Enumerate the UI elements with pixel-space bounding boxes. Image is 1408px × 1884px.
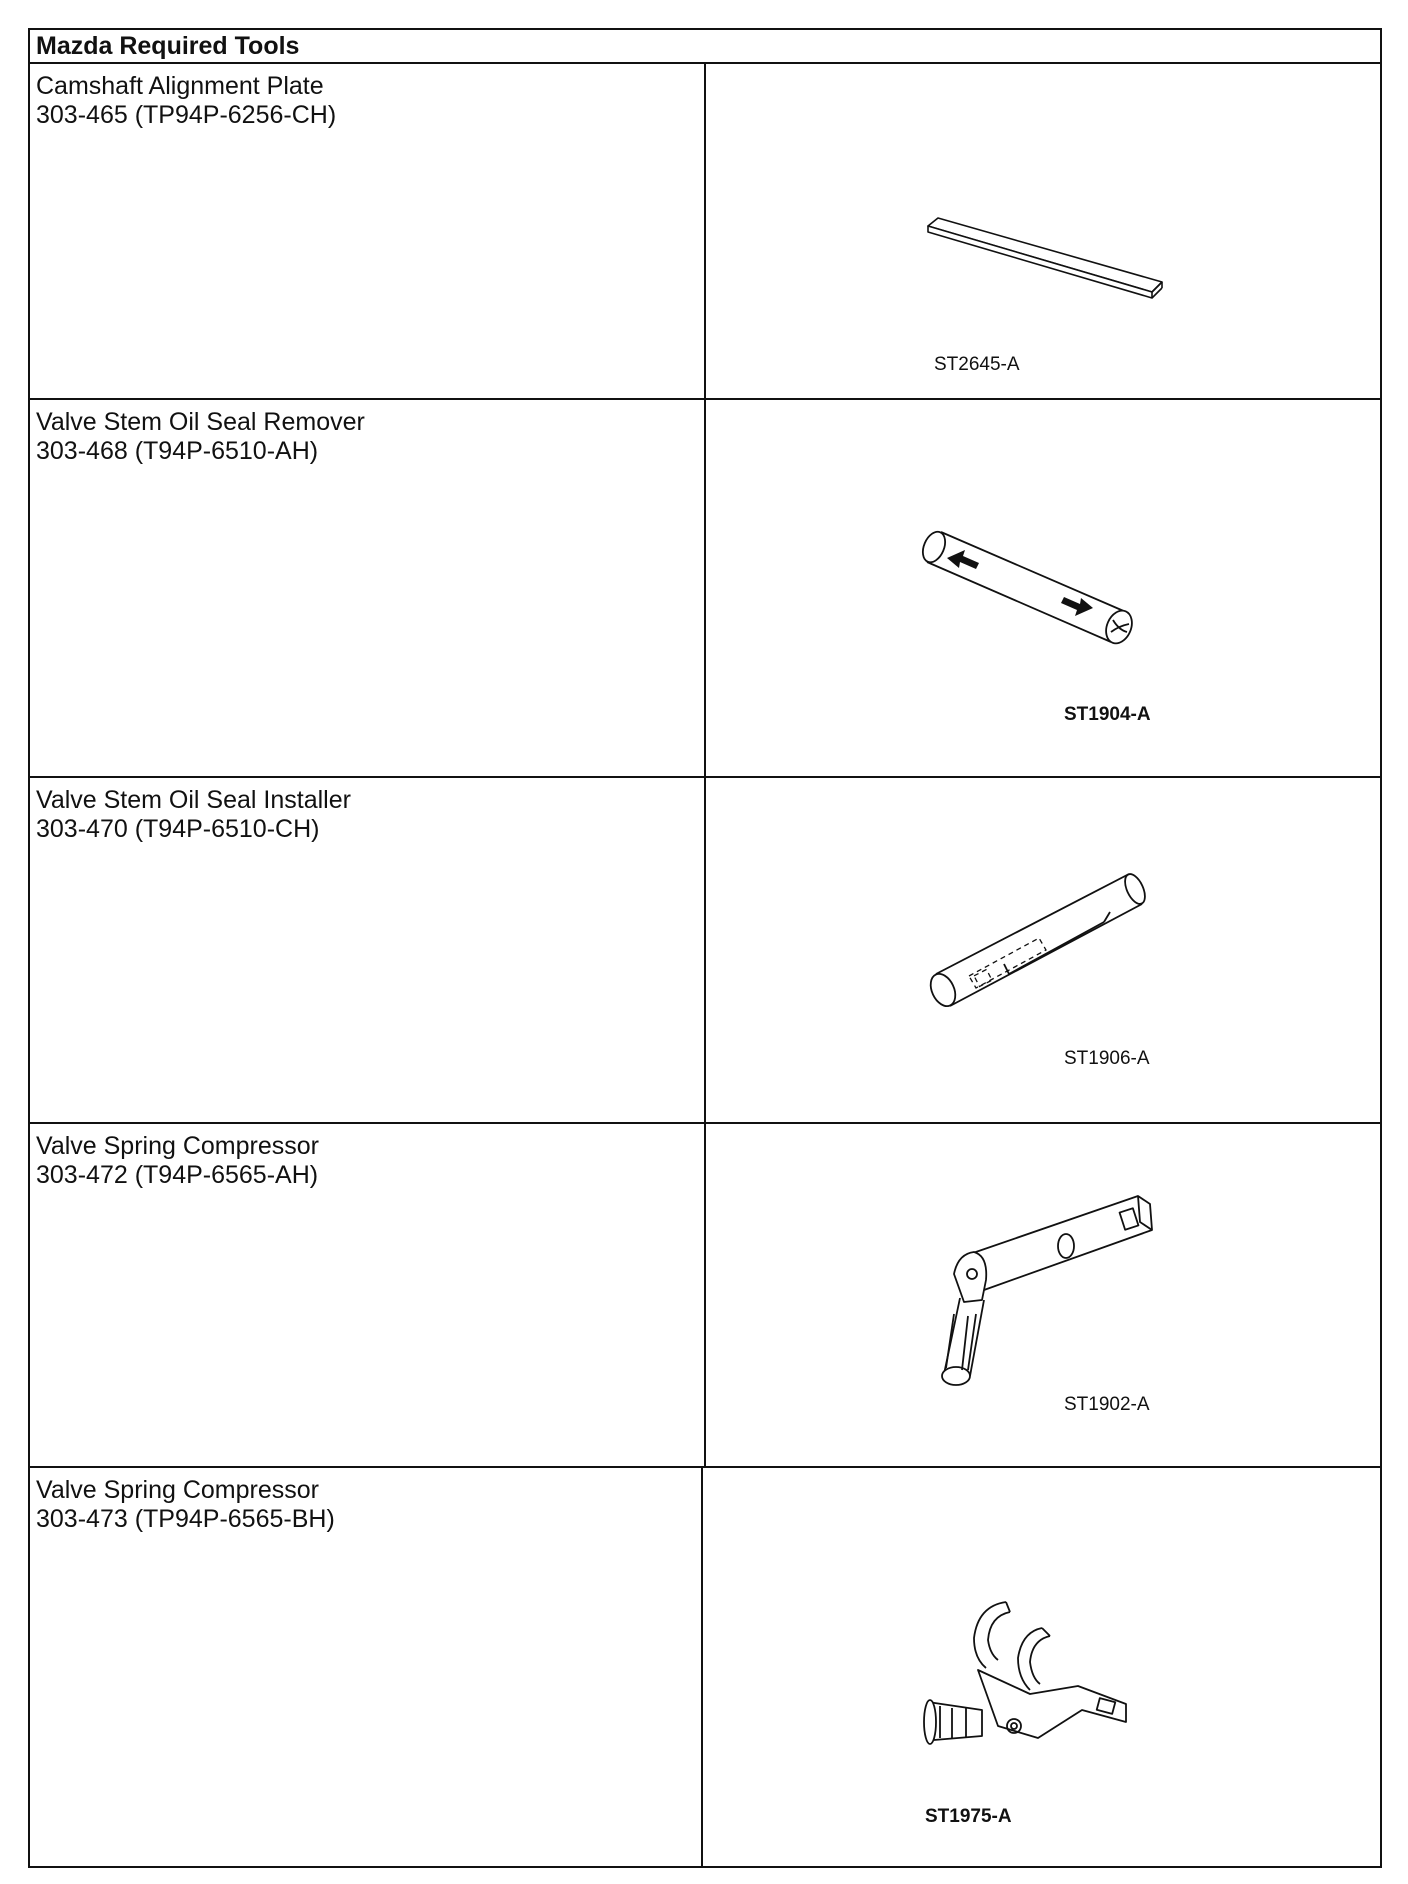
table-row [30, 400, 1380, 778]
valve-stem-oil-seal-remover-illustration [921, 520, 1161, 650]
tool-description [30, 1468, 703, 1866]
tool-description [30, 64, 706, 398]
required-tools-table [28, 28, 1382, 1868]
tool-name: Camshaft Alignment Plate [36, 72, 324, 100]
tool-number: 303-470 (T94P-6510-CH) [36, 815, 320, 843]
valve-spring-compressor-hook-illustration [918, 1598, 1138, 1768]
camshaft-alignment-plate-illustration [926, 214, 1166, 304]
illustration-code: ST2645-A [934, 354, 1020, 375]
table-row [30, 778, 1380, 1124]
illustration-code: ST1904-A [1064, 704, 1151, 725]
tool-number: 303-473 (TP94P-6565-BH) [36, 1505, 335, 1533]
table-header: Mazda Required Tools [30, 30, 1380, 64]
tool-description [30, 778, 706, 1122]
valve-stem-oil-seal-installer-illustration [924, 864, 1164, 1024]
tool-illustration-cell [706, 1124, 1380, 1466]
table-row [30, 1468, 1380, 1866]
tool-description [30, 1124, 706, 1466]
illustration-code: ST1902-A [1064, 1394, 1150, 1415]
tool-name: Valve Stem Oil Seal Remover [36, 408, 365, 436]
tool-name: Valve Stem Oil Seal Installer [36, 786, 351, 814]
tool-illustration-cell [706, 778, 1380, 1122]
table-row [30, 1124, 1380, 1468]
tool-description [30, 400, 706, 776]
tool-illustration-cell [703, 1468, 1380, 1866]
illustration-code: ST1906-A [1064, 1048, 1150, 1069]
tool-illustration-cell [706, 64, 1380, 398]
tool-number: 303-472 (T94P-6565-AH) [36, 1161, 319, 1189]
valve-spring-compressor-lever-illustration [934, 1194, 1174, 1394]
tool-number: 303-468 (T94P-6510-AH) [36, 437, 319, 465]
tool-number: 303-465 (TP94P-6256-CH) [36, 101, 337, 129]
illustration-code: ST1975-A [925, 1806, 1012, 1827]
tool-name: Valve Spring Compressor [36, 1132, 319, 1160]
table-row [30, 64, 1380, 400]
tool-name: Valve Spring Compressor [36, 1476, 319, 1504]
tool-illustration-cell [706, 400, 1380, 776]
